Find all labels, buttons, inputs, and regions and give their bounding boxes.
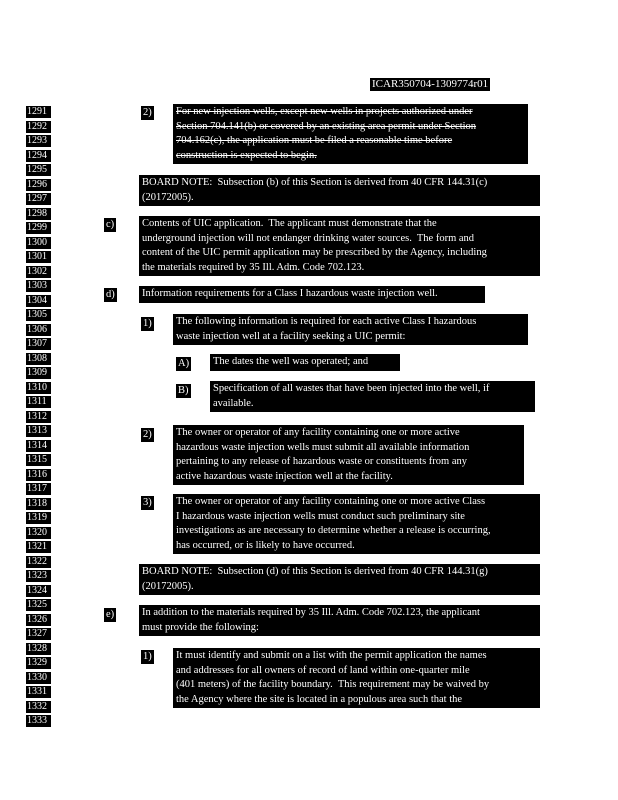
line-number: 1322 [26,556,51,568]
line-number: 1330 [26,672,51,684]
line-number: 1320 [26,527,51,539]
line-number: 1329 [26,657,51,669]
line-number: 1325 [26,599,51,611]
line-number: 1296 [26,179,51,191]
line-number: 1309 [26,367,51,379]
document-id-header: ICAR350704-1309774r01 [372,78,489,90]
line-number: 1319 [26,512,51,524]
line-number: 1298 [26,208,51,220]
item-label: 2) [143,107,152,118]
line-number: 1332 [26,701,51,713]
line-number: 1317 [26,483,51,495]
paragraph: The owner or operator of any facility containing one or more active Class I hazardous waste injection wells must conduct such preliminary site investigations as are necessary to determine whether a release is occurring, has occurred, or is likely to have occurred. [173,494,540,554]
line-number: 1323 [26,570,51,582]
line-number: 1301 [26,251,51,263]
line-number: 1314 [26,440,51,452]
item-label: 1) [143,318,152,329]
line-number: 1321 [26,541,51,553]
item-label: 3) [143,497,152,508]
item-label: 2) [143,429,152,440]
line-number: 1307 [26,338,51,350]
line-number: 1305 [26,309,51,321]
line-number: 1293 [26,135,51,147]
paragraph: Specification of all wastes that have been injected into the well, if available. [210,381,535,412]
line-number: 1316 [26,469,51,481]
line-number: 1303 [26,280,51,292]
line-number: 1311 [26,396,51,408]
line-number: 1331 [26,686,51,698]
board-note: BOARD NOTE: Subsection (d) of this Section is derived from 40 CFR 144.31(g) (20172005). [139,564,540,595]
line-number: 1333 [26,715,51,727]
subsection-label: c) [106,219,115,230]
line-number: 1318 [26,498,51,510]
line-number: 1310 [26,382,51,394]
item-label: A) [178,358,190,369]
line-number: 1308 [26,353,51,365]
paragraph: It must identify and submit on a list with the permit application the names and addresses for all owners of record of land within one-quarter mile (401 meters) of the facility boundary. This requirement may be waived by the Agency where the site is located in a populous area such that the [173,648,540,708]
subsection-label: e) [106,609,115,620]
board-note: BOARD NOTE: Subsection (b) of this Section is derived from 40 CFR 144.31(c) (20172005). [139,175,540,206]
paragraph: The owner or operator of any facility containing one or more active hazardous waste injection wells must submit all available information pertaining to any release of hazardous waste or constituents from any active hazardous waste injection well at the facility. [173,425,524,485]
line-number: 1295 [26,164,51,176]
paragraph: The following information is required for each active Class I hazardous waste injection well at a facility seeking a UIC permit: [173,314,528,345]
line-number: 1313 [26,425,51,437]
line-number: 1294 [26,150,51,162]
line-number: 1292 [26,121,51,133]
line-number: 1302 [26,266,51,278]
struck-paragraph: For new injection wells, except new wells in projects authorized under Section 704.141(b) or covered by an existing area permit under Section 704.162(c), the application must be filed a reasonable time before construction is expected to begin. [173,104,528,164]
line-number: 1291 [26,106,51,118]
paragraph: Contents of UIC application. The applicant must demonstrate that the underground injection will not endanger drinking water sources. The form and content of the UIC permit application may be prescribed by the Agency, including the materials required by 35 Ill. Adm. Code 702.123. [139,216,540,276]
line-number: 1315 [26,454,51,466]
line-number: 1326 [26,614,51,626]
line-number: 1297 [26,193,51,205]
subsection-label: d) [106,289,115,300]
line-number: 1300 [26,237,51,249]
line-number: 1324 [26,585,51,597]
line-number: 1327 [26,628,51,640]
item-label: B) [178,385,189,396]
line-number: 1306 [26,324,51,336]
paragraph: The dates the well was operated; and [210,354,400,371]
line-number: 1304 [26,295,51,307]
item-label: 1) [143,651,152,662]
line-number: 1312 [26,411,51,423]
paragraph: In addition to the materials required by 35 Ill. Adm. Code 702.123, the applicant must provide the following: [139,605,540,636]
paragraph: Information requirements for a Class I hazardous waste injection well. [139,286,485,303]
line-number: 1328 [26,643,51,655]
line-number: 1299 [26,222,51,234]
